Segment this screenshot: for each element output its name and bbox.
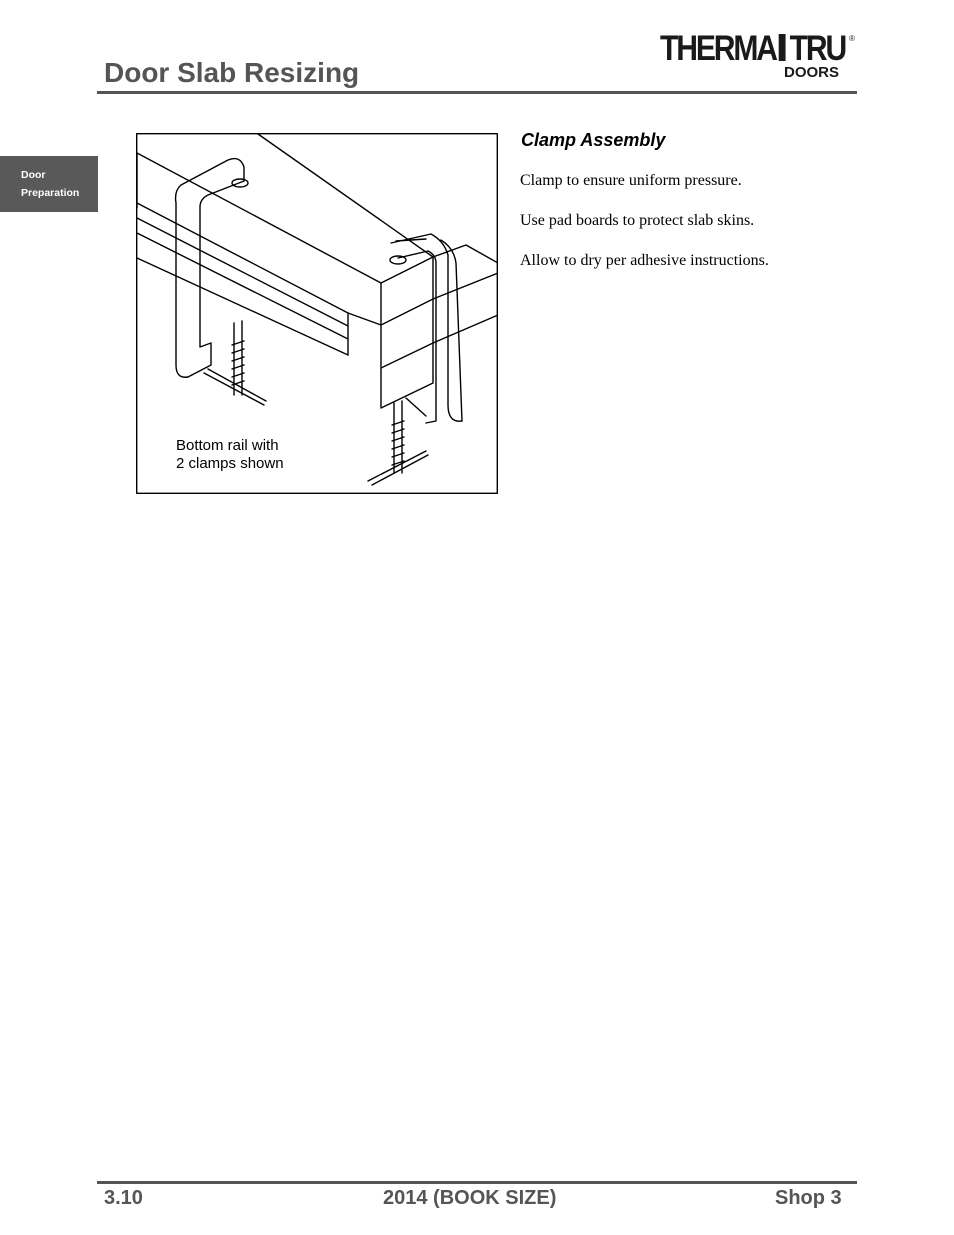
figure-caption-line2: 2 clamps shown xyxy=(176,455,284,472)
end-block-layer-1 xyxy=(381,299,433,325)
figure-caption xyxy=(176,437,284,473)
side-tab-door-preparation[interactable] xyxy=(0,156,98,212)
end-block-top-join xyxy=(348,313,381,325)
side-tab-label-line2: Preparation xyxy=(21,187,80,199)
right-clamp-handle-b xyxy=(372,455,428,485)
brand-logo xyxy=(660,30,860,84)
header-rule xyxy=(97,91,857,94)
instruction-line-1: Clamp to ensure uniform pressure. xyxy=(520,172,742,189)
footer-edition: 2014 (BOOK SIZE) xyxy=(383,1187,557,1209)
clamp-assembly-figure xyxy=(136,133,498,494)
pad-board-lower xyxy=(433,315,498,343)
footer-page-number: 3.10 xyxy=(104,1187,143,1209)
instruction-line-3: Allow to dry per adhesive instructions. xyxy=(520,252,769,269)
right-clamp-pad xyxy=(390,256,406,264)
right-clamp-frame xyxy=(391,234,462,423)
logo-registered-mark: ® xyxy=(849,34,855,43)
pad-board-upper xyxy=(433,273,498,299)
footer-rule xyxy=(97,1181,857,1184)
figure-caption-line1: Bottom rail with xyxy=(176,437,279,454)
instruction-line-2: Use pad boards to protect slab skins. xyxy=(520,212,755,229)
slab-groove-1 xyxy=(137,203,348,313)
logo-brand-left: THERMA xyxy=(660,29,776,68)
left-clamp-handle-b xyxy=(208,369,266,401)
logo-subtitle: DOORS xyxy=(784,64,840,81)
slab-top-edge xyxy=(137,134,433,283)
end-block-layer-2 xyxy=(381,343,433,368)
pad-board-top xyxy=(433,245,498,263)
logo-brand-right: TRU xyxy=(789,29,846,68)
logo-wordmark xyxy=(660,30,845,68)
page-title: Door Slab Resizing xyxy=(104,57,360,88)
section-heading: Clamp Assembly xyxy=(521,130,666,150)
logo-divider-bar xyxy=(778,34,785,61)
side-tab-label-line1: Door xyxy=(21,169,46,181)
footer-section: Shop 3 xyxy=(775,1187,842,1209)
